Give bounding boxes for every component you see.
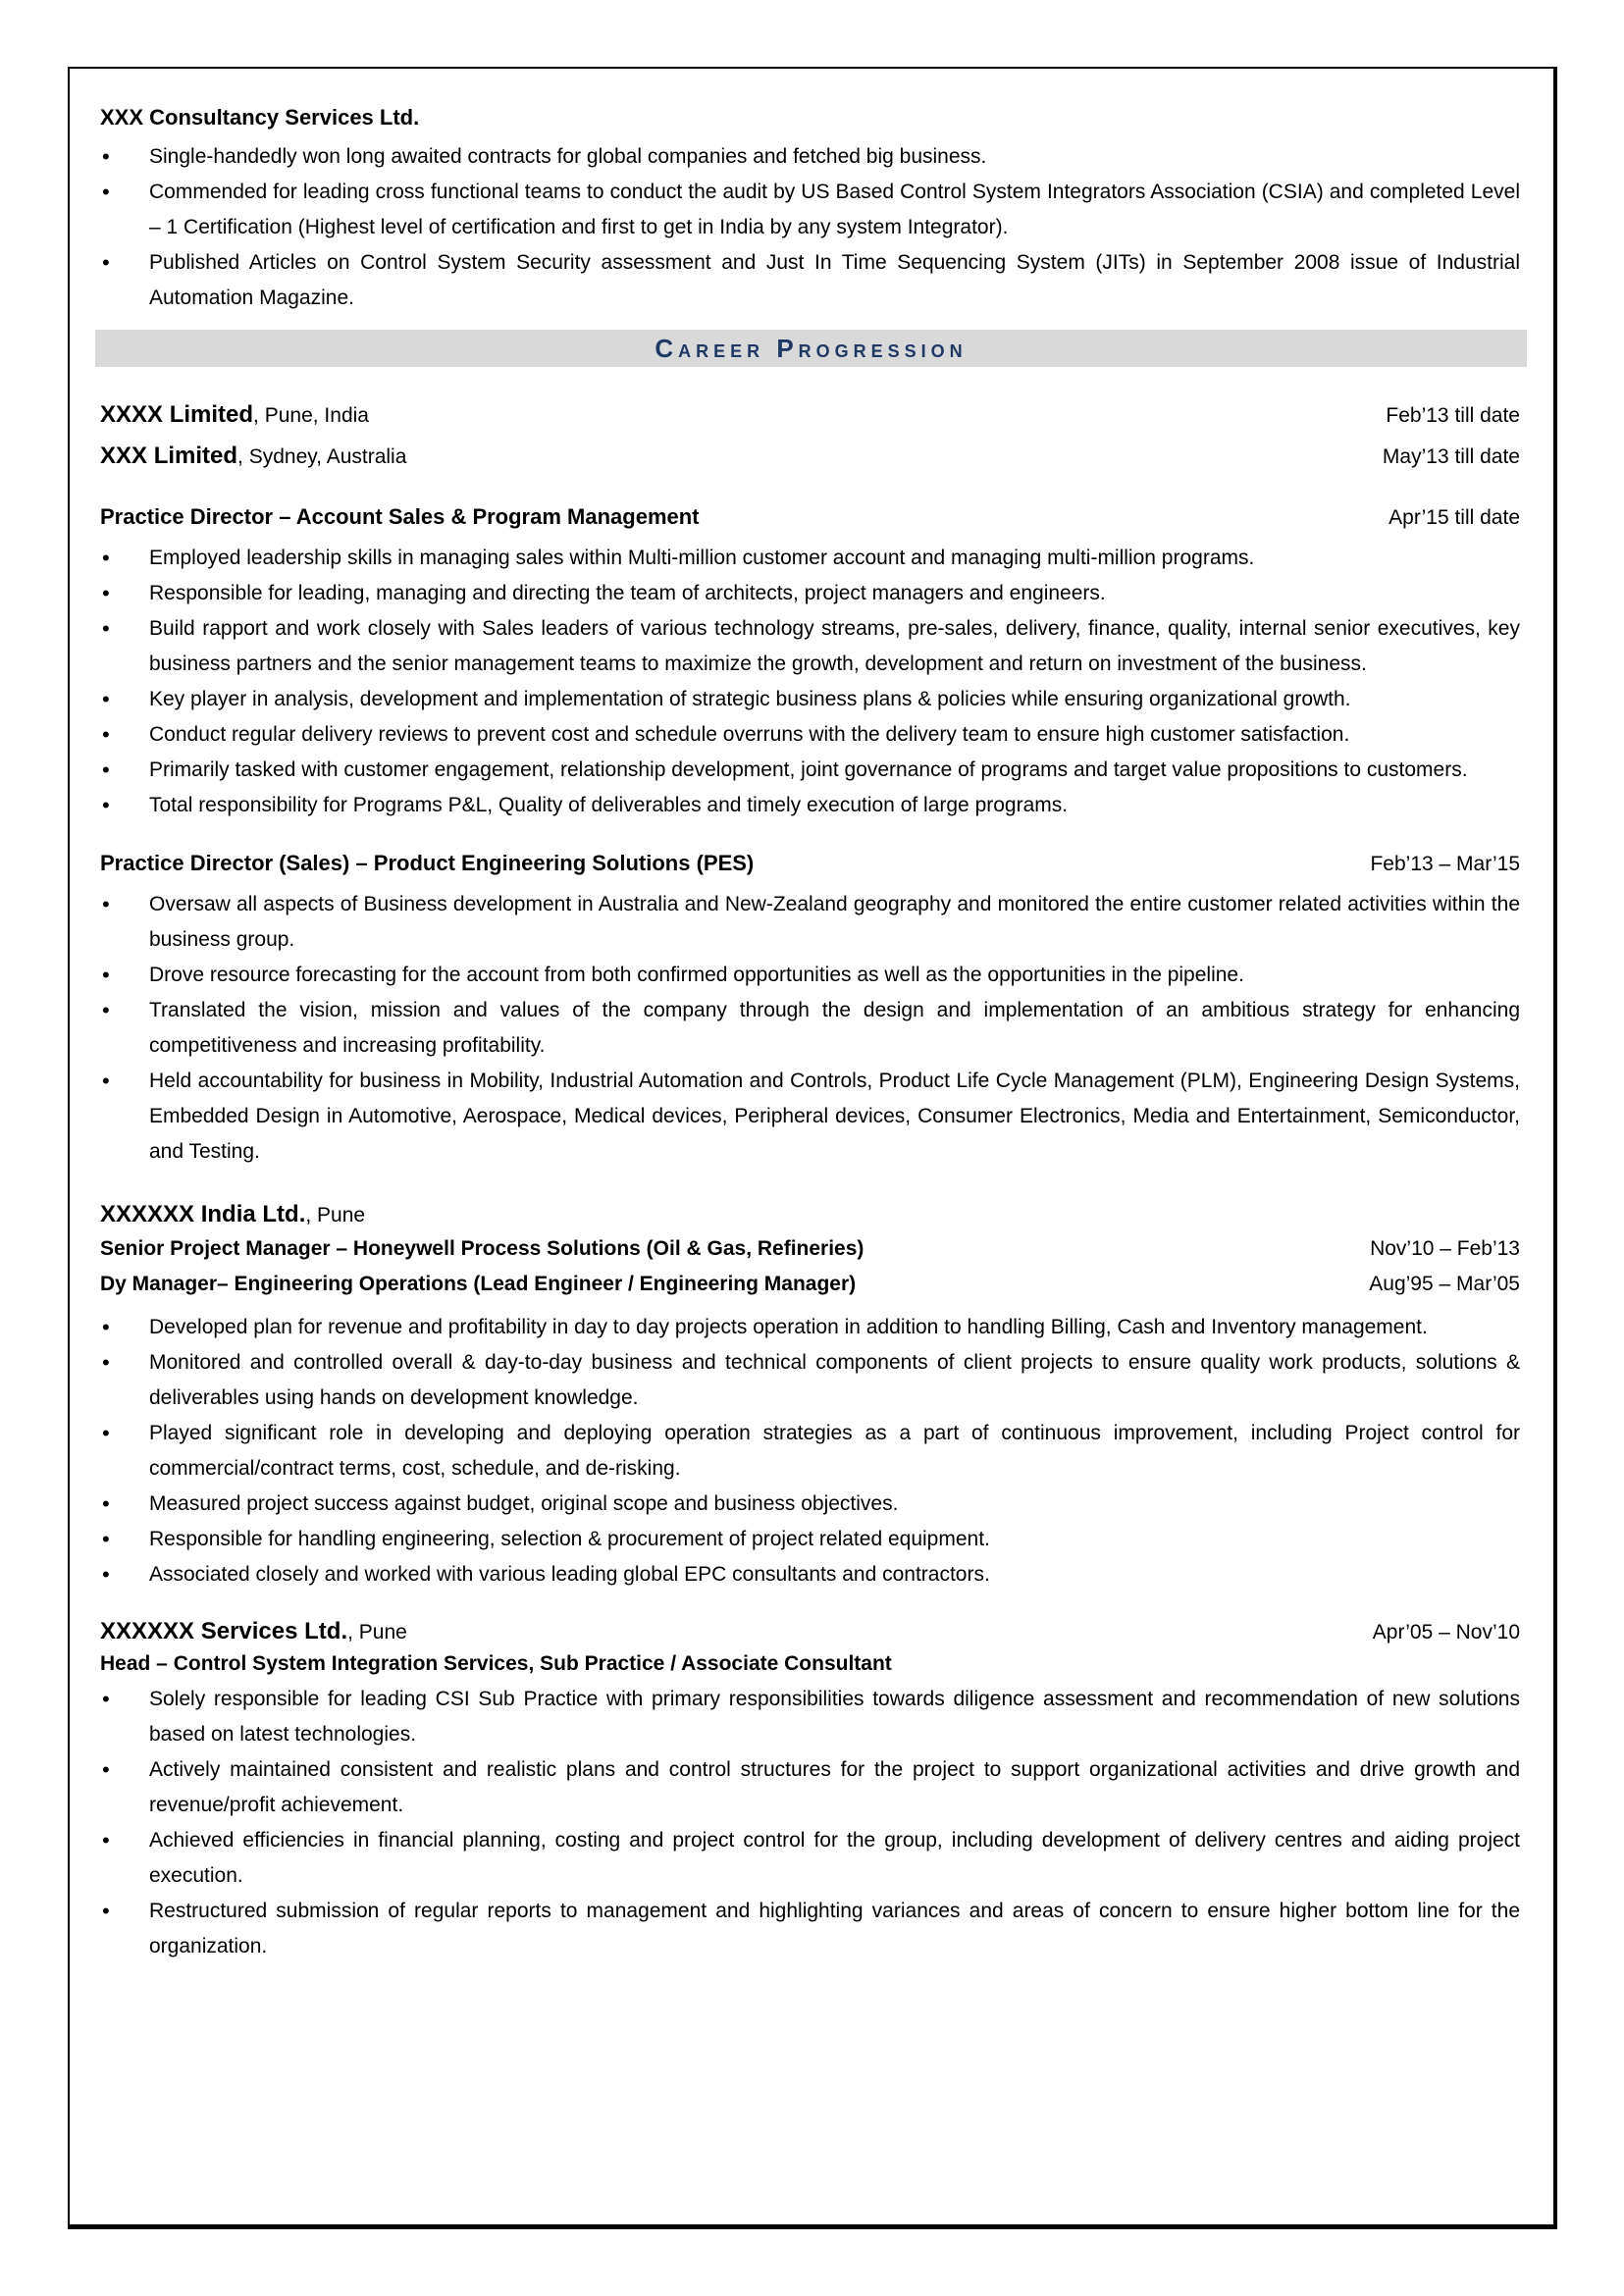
bullet-icon: • (102, 144, 110, 169)
resume-page (68, 67, 1557, 2229)
employers-block (100, 394, 1520, 477)
employer-date: May’13 till date (1382, 445, 1520, 468)
employer-location: , Pune, India (253, 404, 369, 427)
bullet-icon: • (102, 757, 110, 782)
bullet-icon: • (102, 1562, 110, 1587)
position-date: Aug’95 – Mar’05 (1369, 1273, 1520, 1295)
bullet-text: Employed leadership skills in managing sales within Multi-million customer account and managing multi-million programs. (149, 547, 1255, 569)
position-title: Senior Project Manager – Honeywell Process Solutions (Oil & Gas, Refineries) (100, 1237, 864, 1260)
bullet-icon: • (102, 1350, 110, 1375)
position-date: Nov’10 – Feb’13 (1370, 1237, 1520, 1260)
bullet-icon: • (102, 1757, 110, 1782)
bullet-item (100, 1522, 1520, 1557)
bullet-item (100, 541, 1520, 576)
bullet-item (100, 753, 1520, 788)
company-location: , Pune (347, 1621, 407, 1644)
bullet-text: Commended for leading cross functional teams to conduct the audit by US Based Control System Integrators Association (CSIA) and completed Level – 1 Certification (Highest level of certification and first to get in India by any system Integrator). (149, 181, 1520, 238)
bullet-icon: • (102, 1315, 110, 1339)
bullet-icon: • (102, 998, 110, 1022)
bullet-icon: • (102, 1421, 110, 1445)
bullet-item (100, 1682, 1520, 1752)
bullet-text: Actively maintained consistent and realistic plans and control structures for the project to support organizational activities and drive growth and revenue/profit achievement. (149, 1758, 1520, 1816)
bullet-icon: • (102, 892, 110, 916)
bullet-item (100, 611, 1520, 682)
position-title: Dy Manager– Engineering Operations (Lead Engineer / Engineering Manager) (100, 1273, 857, 1295)
employer-row (100, 436, 1520, 477)
bullet-text: Associated closely and worked with various leading global EPC consultants and contractors. (149, 1563, 990, 1586)
bullet-item (100, 717, 1520, 753)
bullet-text: Developed plan for revenue and profitability in day to day projects operation in addition to handling Billing, Cash and Inventory management. (149, 1316, 1428, 1338)
company-bullets (100, 1310, 1520, 1592)
employer-name-line (100, 394, 369, 436)
employer-location: , Sydney, Australia (237, 445, 407, 468)
role-heading (100, 502, 1520, 533)
company-bullets (100, 1682, 1520, 1964)
bullet-text: Held accountability for business in Mobility, Industrial Automation and Controls, Product Life Cycle Management (PLM), Engineering Design Systems, Embedded Design in Automotive, Aerospace, Medical devices, Peripheral devices, Consumer Electronics, Media and Entertainment, Semiconductor, and Testing. (149, 1070, 1520, 1163)
top-company-bullets (100, 139, 1520, 316)
bullet-text: Primarily tasked with customer engagement, relationship development, joint governance of programs and target value propositions to customers. (149, 758, 1468, 781)
company-heading (100, 1616, 1520, 1648)
company-name: XXXXXX India Ltd. (100, 1201, 306, 1227)
role-title: Practice Director (Sales) – Product Engineering Solutions (PES) (100, 851, 755, 875)
position-row (100, 1267, 1520, 1302)
bullet-text: Responsible for leading, managing and directing the team of architects, project managers and engineers. (149, 582, 1106, 604)
bullet-icon: • (102, 581, 110, 605)
bullet-item (100, 1416, 1520, 1487)
bullet-icon: • (102, 250, 110, 275)
employer-name-line (100, 436, 406, 477)
bullet-icon: • (102, 1527, 110, 1551)
bullet-icon: • (102, 1828, 110, 1852)
bullet-icon: • (102, 963, 110, 987)
bullet-text: Translated the vision, mission and values of the company through the design and implementation of an ambitious strategy for enhancing competitiveness and increasing profitability. (149, 999, 1520, 1057)
bullet-text: Responsible for handling engineering, selection & procurement of project related equipment. (149, 1528, 990, 1550)
bullet-text: Solely responsible for leading CSI Sub Practice with primary responsibilities towards diligence assessment and recommendation of new solutions based on latest technologies. (149, 1688, 1520, 1746)
company-location: , Pune (305, 1204, 366, 1226)
bullet-text: Measured project success against budget, original scope and business objectives. (149, 1492, 899, 1515)
bullet-item (100, 788, 1520, 823)
bullet-item (100, 958, 1520, 993)
employer-date: Feb’13 till date (1386, 404, 1520, 427)
bullet-icon: • (102, 1491, 110, 1516)
role-bullets (100, 541, 1520, 823)
company-name-line (100, 1616, 407, 1648)
bullet-item (100, 887, 1520, 958)
bullet-icon: • (102, 180, 110, 204)
bullet-text: Monitored and controlled overall & day-to-day business and technical components of client projects to ensure quality work products, solutions & deliverables using hands on development knowledge. (149, 1351, 1520, 1409)
bullet-text: Drove resource forecasting for the account from both confirmed opportunities as well as the opportunities in the pipeline. (149, 964, 1244, 986)
bullet-item (100, 1064, 1520, 1170)
bullet-text: Restructured submission of regular reports to management and highlighting variances and areas of concern to ensure higher bottom line for the organization. (149, 1900, 1520, 1957)
bullet-icon: • (102, 546, 110, 570)
top-company-title: XXX Consultancy Services Ltd. (100, 105, 420, 130)
position-row (100, 1231, 1520, 1267)
bullet-item (100, 1823, 1520, 1894)
career-progression-title: Career Progression (655, 333, 968, 363)
bullet-item (100, 1557, 1520, 1592)
bullet-text: Total responsibility for Programs P&L, Quality of deliverables and timely execution of large programs. (149, 794, 1069, 816)
bullet-item (100, 682, 1520, 717)
role-title: Practice Director – Account Sales & Program Management (100, 504, 700, 529)
role-bullets (100, 887, 1520, 1170)
bullet-item (100, 245, 1520, 316)
bullet-icon: • (102, 722, 110, 747)
bullet-icon: • (102, 687, 110, 711)
bullet-text: Conduct regular delivery reviews to prevent cost and schedule overruns with the delivery team to ensure high customer satisfaction. (149, 723, 1350, 746)
bullet-item (100, 993, 1520, 1064)
role-date: Apr’15 till date (1388, 506, 1520, 529)
bullet-item (100, 1752, 1520, 1823)
bullet-icon: • (102, 1069, 110, 1093)
company-heading (100, 1199, 1520, 1231)
bullet-text: Published Articles on Control System Security assessment and Just In Time Sequencing System (JITs) in September 2008 issue of Industrial Automation Magazine. (149, 251, 1520, 309)
bullet-text: Oversaw all aspects of Business development in Australia and New-Zealand geography and monitored the entire customer related activities within the business group. (149, 893, 1520, 951)
bullet-icon: • (102, 793, 110, 817)
career-progression-band (95, 330, 1527, 367)
employer-name: XXXX Limited (100, 401, 254, 428)
company-date: Apr’05 – Nov’10 (1372, 1621, 1520, 1644)
employer-name: XXX Limited (100, 443, 238, 469)
bullet-item (100, 175, 1520, 245)
bullet-icon: • (102, 616, 110, 641)
position-subtitle: Head – Control System Integration Services, Sub Practice / Associate Consultant (100, 1652, 892, 1675)
bullet-text: Key player in analysis, development and implementation of strategic business plans & policies while ensuring organizational growth. (149, 688, 1351, 710)
bullet-text: Achieved efficiencies in financial planning, costing and project control for the group, including development of delivery centres and aiding project execution. (149, 1829, 1520, 1887)
employer-row (100, 394, 1520, 436)
bullet-icon: • (102, 1899, 110, 1923)
bullet-icon: • (102, 1687, 110, 1711)
role-date: Feb’13 – Mar’15 (1370, 853, 1520, 875)
bullet-item (100, 1894, 1520, 1964)
role-heading (100, 849, 1520, 879)
bullet-text: Played significant role in developing and deploying operation strategies as a part of continuous improvement, including Project control for commercial/contract terms, cost, schedule, and de-risking. (149, 1422, 1520, 1480)
bullet-text: Single-handedly won long awaited contracts for global companies and fetched big business. (149, 145, 987, 168)
bullet-item (100, 1310, 1520, 1345)
bullet-item (100, 1345, 1520, 1416)
bullet-item (100, 139, 1520, 175)
bullet-item (100, 576, 1520, 611)
bullet-item (100, 1487, 1520, 1522)
company-name: XXXXXX Services Ltd. (100, 1618, 348, 1644)
bullet-text: Build rapport and work closely with Sales leaders of various technology streams, pre-sales, delivery, finance, quality, internal senior executives, key business partners and the senior management teams to maximize the growth, development and return on investment of the business. (149, 617, 1520, 675)
